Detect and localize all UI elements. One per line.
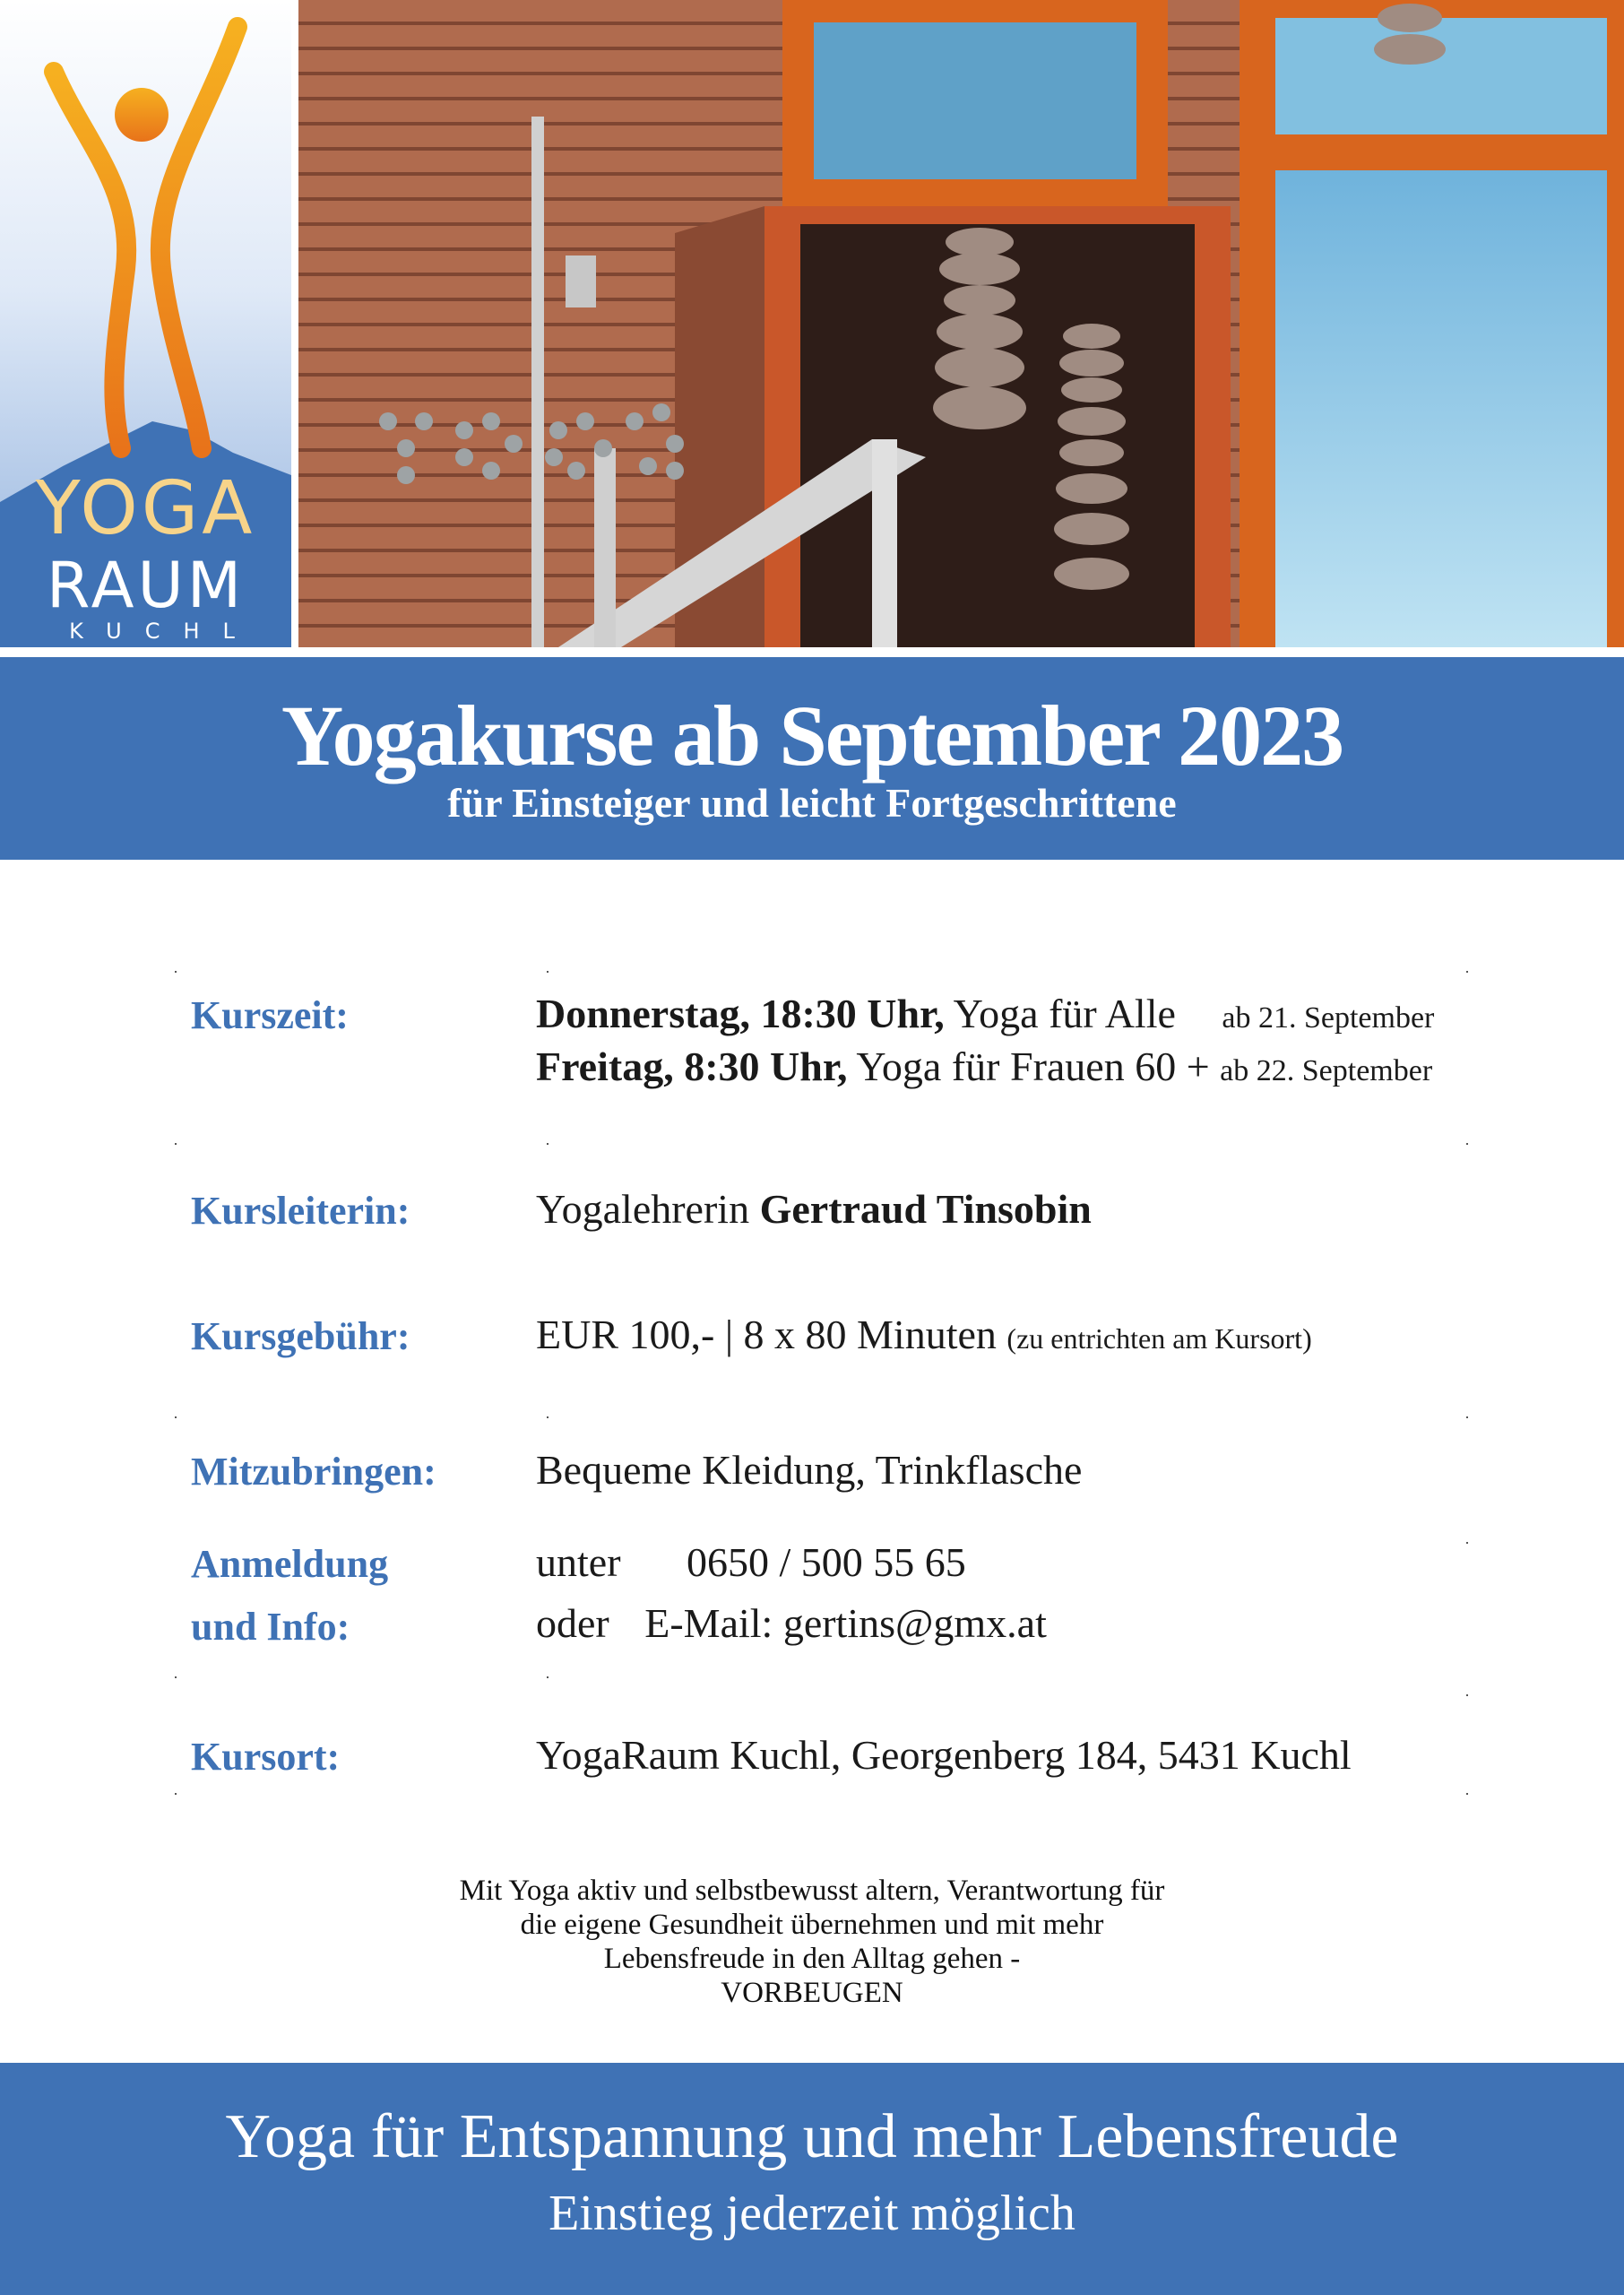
kurszeit-course-1: Yoga für Alle — [953, 991, 1176, 1036]
quote-line-1: Mit Yoga aktiv und selbstbewusst altern, Verantwortung für — [459, 1875, 1165, 1907]
anmeldung-email-line — [536, 1598, 1047, 1650]
kurszeit-course-2: Yoga für Frauen 60 + — [856, 1044, 1210, 1089]
kursgebuehr-amount: EUR 100,- | 8 x 80 Minuten — [536, 1312, 997, 1357]
footer-subline: Einstieg jederzeit möglich — [549, 2186, 1075, 2241]
phone-number[interactable]: 0650 / 500 55 65 — [687, 1539, 966, 1585]
footer-slogan: Yoga für Entspannung und mehr Lebensfreude — [225, 2102, 1399, 2171]
kursleiterin-value — [536, 1183, 1092, 1235]
kurszeit-day-2: Freitag, 8:30 Uhr, — [536, 1044, 848, 1089]
anmeldung-prefix-unter: unter — [536, 1539, 621, 1585]
separator-dot — [1466, 1143, 1468, 1145]
kursleiterin-label: Kursleiterin: — [191, 1189, 410, 1233]
separator-dot — [175, 1416, 177, 1418]
separator-dot — [547, 1676, 549, 1678]
separator-dot — [1466, 1542, 1468, 1544]
kurszeit-day-1: Donnerstag, 18:30 Uhr, — [536, 991, 945, 1036]
yogaraum-building-photo — [298, 0, 1624, 647]
page-subtitle: für Einsteiger und leicht Fortgeschrittene — [447, 780, 1177, 826]
quote-line-3: Lebensfreude in den Alltag gehen - — [603, 1943, 1021, 1975]
separator-dot — [547, 1416, 549, 1418]
yogaraum-logo — [0, 0, 291, 647]
separator-dot — [1466, 1694, 1468, 1696]
kursleiterin-prefix: Yogalehrerin — [536, 1186, 750, 1232]
kurszeit-start-2: ab 22. September — [1220, 1054, 1433, 1087]
logo-word-yoga: YOGA — [35, 466, 256, 551]
title-band — [0, 657, 1624, 860]
footer-band — [0, 2063, 1624, 2295]
kursleiterin-name: Gertraud Tinsobin — [759, 1186, 1092, 1232]
kurszeit-start-1: ab 21. September — [1222, 1001, 1435, 1035]
separator-dot — [175, 1676, 177, 1678]
mitzubringen-value: Bequeme Kleidung, Trinkflasche — [536, 1447, 1083, 1493]
logo-word-raum: RAUM — [46, 549, 246, 622]
separator-dot — [547, 971, 549, 973]
logo-word-kuchl: KUCHL — [69, 619, 258, 644]
motivation-quote — [409, 1874, 1215, 2010]
kursgebuehr-label: Kursgebühr: — [191, 1314, 410, 1358]
quote-line-2: die eigene Gesundheit übernehmen und mit mehr — [520, 1909, 1104, 1941]
kursgebuehr-note: (zu entrichten am Kursort) — [1006, 1322, 1312, 1355]
email-address[interactable]: E-Mail: gertins@gmx.at — [644, 1600, 1047, 1646]
anmeldung-label-2: und Info: — [191, 1605, 350, 1649]
separator-dot — [1466, 971, 1468, 973]
separator-dot — [1466, 1793, 1468, 1795]
kurszeit-label: Kurszeit: — [191, 993, 349, 1037]
anmeldung-label-1: Anmeldung — [191, 1542, 389, 1586]
anmeldung-prefix-oder: oder — [536, 1600, 609, 1646]
separator-dot — [175, 1793, 177, 1795]
mitzubringen-label: Mitzubringen: — [191, 1450, 436, 1494]
separator-dot — [547, 1143, 549, 1145]
kursort-label: Kursort: — [191, 1735, 341, 1779]
kursort-value: YogaRaum Kuchl, Georgenberg 184, 5431 Kuchl — [536, 1732, 1352, 1778]
quote-line-4: VORBEUGEN — [721, 1977, 903, 2009]
page-title: Yogakurse ab September 2023 — [281, 688, 1343, 784]
separator-dot — [175, 1143, 177, 1145]
kurszeit-line-1 — [536, 988, 1434, 1040]
separator-dot — [175, 971, 177, 973]
separator-dot — [1466, 1416, 1468, 1418]
kurszeit-line-2 — [536, 1041, 1432, 1093]
anmeldung-phone-line — [536, 1537, 966, 1589]
kursgebuehr-value — [536, 1309, 1312, 1361]
